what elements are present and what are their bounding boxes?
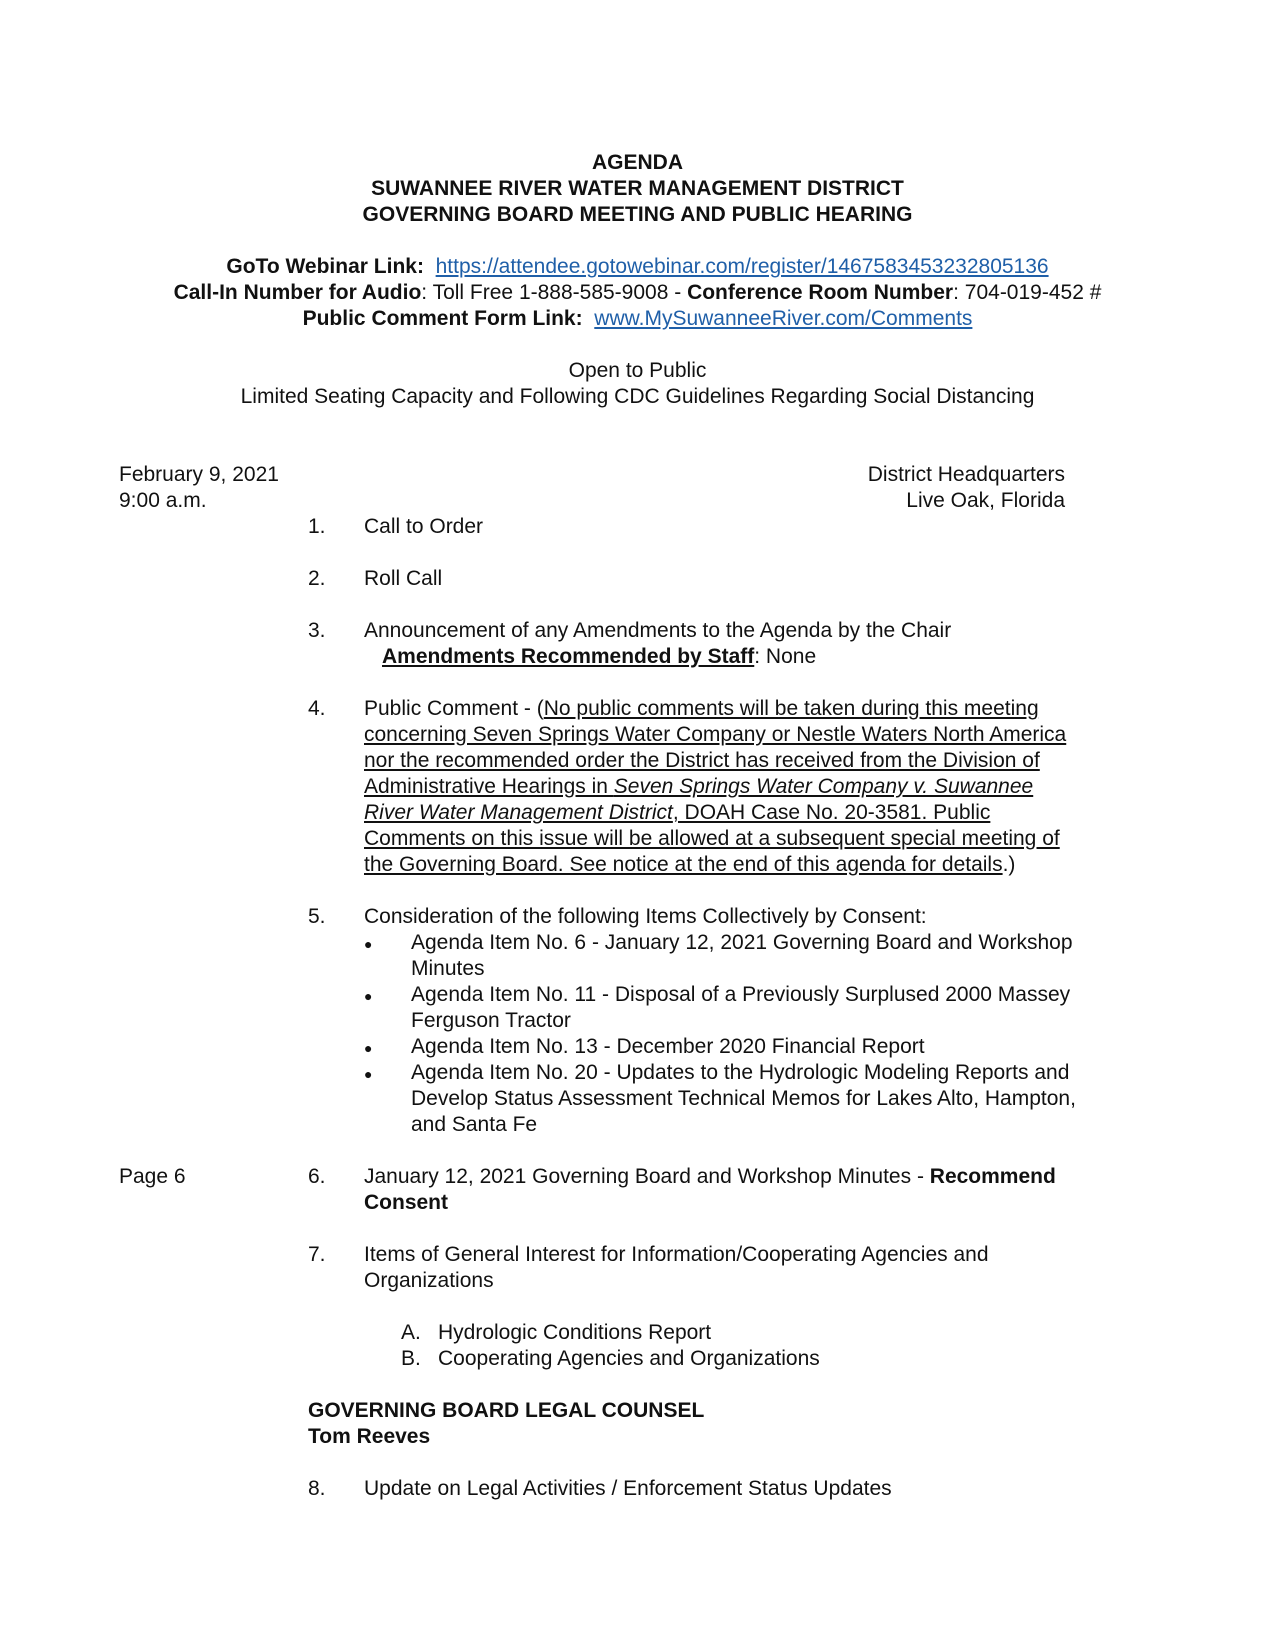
conference-label: Conference Room Number (687, 281, 954, 304)
bullet-icon: ● (364, 1066, 373, 1082)
item-number: 6. (308, 1165, 326, 1188)
item-number: 1. (308, 515, 326, 538)
webinar-label: GoTo Webinar Link: (226, 255, 424, 278)
meeting-date: February 9, 2021 (119, 463, 279, 486)
recommend-label: Recommend (929, 1165, 1056, 1188)
call-in-label: Call-In Number for Audio (173, 281, 422, 304)
page-reference: Page 6 (119, 1165, 186, 1188)
comment-form-line (0, 306, 1275, 332)
amendments-staff-line (382, 644, 816, 670)
consent-item: Develop Status Assessment Technical Memos for Lakes Alto, Hampton, (411, 1087, 1076, 1110)
call-in-line (0, 280, 1275, 306)
comment-form-link[interactable]: www.MySuwanneeRiver.com/Comments (594, 307, 973, 330)
public-comment-prefix: Public Comment - ( (364, 697, 544, 720)
item-general-interest-cont: Organizations (364, 1269, 494, 1292)
public-comment-line: Comments on this issue will be allowed at a subsequent special meeting of (364, 827, 1060, 850)
consent-label: Consent (364, 1191, 448, 1214)
public-comment-line: the Governing Board. See notice at the end of this agenda for details (364, 853, 1003, 876)
item-number: 8. (308, 1477, 326, 1500)
public-comment-line: , DOAH Case No. 20-3581. Public (672, 801, 991, 824)
meeting-city: Live Oak, Florida (906, 489, 1065, 512)
consent-item: Minutes (411, 957, 485, 980)
meeting-title: GOVERNING BOARD MEETING AND PUBLIC HEARING (362, 203, 913, 226)
subitem-label: A. (401, 1321, 421, 1344)
subitem-hydrologic: Hydrologic Conditions Report (438, 1321, 712, 1344)
webinar-line (0, 254, 1275, 280)
item-number: 2. (308, 567, 326, 590)
public-comment-line: nor the recommended order the District has received from the Division of (364, 749, 1040, 772)
case-name: Seven Springs Water Company v. Suwannee (613, 775, 1034, 798)
item-legal-update: Update on Legal Activities / Enforcement Status Updates (364, 1477, 892, 1500)
bullet-icon: ● (364, 1040, 373, 1056)
minutes-text: January 12, 2021 Governing Board and Workshop Minutes - (364, 1165, 930, 1188)
consent-item: Agenda Item No. 20 - Updates to the Hydrologic Modeling Reports and (411, 1061, 1070, 1084)
consent-item: Agenda Item No. 11 - Disposal of a Previously Surplused 2000 Massey (411, 983, 1071, 1006)
subitem-cooperating: Cooperating Agencies and Organizations (438, 1347, 820, 1370)
item-number: 3. (308, 619, 326, 642)
seating-notice: Limited Seating Capacity and Following CDC Guidelines Regarding Social Distancing (240, 385, 1035, 408)
item-amendments: Announcement of any Amendments to the Agenda by the Chair (364, 619, 952, 642)
meeting-time: 9:00 a.m. (119, 489, 207, 512)
district-name: SUWANNEE RIVER WATER MANAGEMENT DISTRICT (371, 177, 904, 200)
call-in-number: : Toll Free 1-888-585-9008 - (421, 281, 688, 304)
public-comment-suffix: .) (1002, 853, 1016, 876)
item-call-to-order: Call to Order (364, 515, 484, 538)
section-title: GOVERNING BOARD LEGAL COUNSEL (308, 1399, 705, 1422)
public-comment-line: No public comments will be taken during this meeting (543, 697, 1039, 720)
item-number: 7. (308, 1243, 326, 1266)
open-to-public: Open to Public (568, 359, 707, 382)
public-comment-line: concerning Seven Springs Water Company or Nestle Waters North America (364, 723, 1067, 746)
item-number: 4. (308, 697, 326, 720)
amendments-staff-value: : None (754, 645, 817, 668)
case-name: River Water Management District (364, 801, 673, 824)
webinar-link[interactable]: https://attendee.gotowebinar.com/register/1467583453232805136 (435, 255, 1049, 278)
agenda-title: AGENDA (591, 151, 683, 174)
subitem-label: B. (401, 1347, 421, 1370)
public-comment-line: Administrative Hearings in (364, 775, 614, 798)
consent-item: Agenda Item No. 6 - January 12, 2021 Governing Board and Workshop (411, 931, 1073, 954)
item-number: 5. (308, 905, 326, 928)
conference-number: : 704-019-452 # (953, 281, 1102, 304)
bullet-icon: ● (364, 936, 373, 952)
amendments-staff-label: Amendments Recommended by Staff (382, 645, 755, 668)
consent-item: and Santa Fe (411, 1113, 538, 1136)
consent-item: Ferguson Tractor (411, 1009, 571, 1032)
item-minutes (364, 1164, 1056, 1190)
section-person: Tom Reeves (308, 1425, 431, 1448)
item-roll-call: Roll Call (364, 567, 443, 590)
item-general-interest: Items of General Interest for Information/Cooperating Agencies and (364, 1243, 989, 1266)
bullet-icon: ● (364, 988, 373, 1004)
meeting-location: District Headquarters (867, 463, 1065, 486)
comment-form-label: Public Comment Form Link: (302, 307, 583, 330)
item-consent: Consideration of the following Items Collectively by Consent: (364, 905, 927, 928)
consent-item: Agenda Item No. 13 - December 2020 Financial Report (411, 1035, 925, 1058)
item-public-comment (364, 696, 1066, 878)
